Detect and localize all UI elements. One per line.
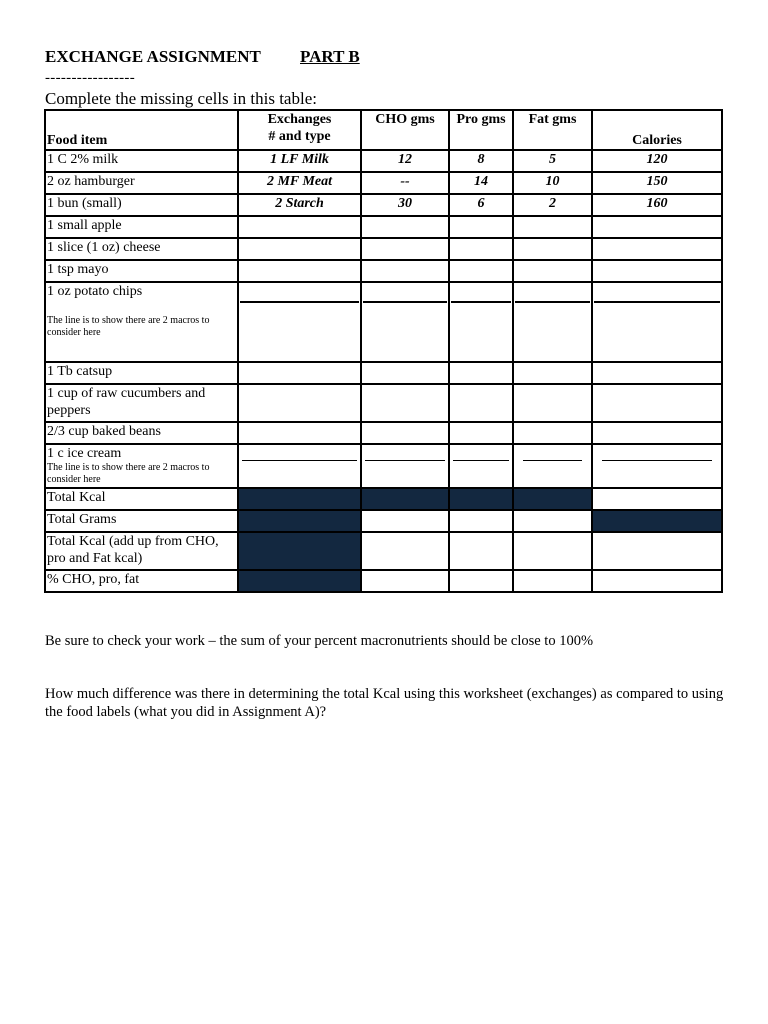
pro-cell-empty[interactable]	[449, 260, 513, 282]
total-kcal-label: Total Kcal	[45, 488, 238, 510]
header-row	[45, 110, 722, 150]
calories-cell: 120	[592, 150, 722, 172]
percent-calories-cell[interactable]	[592, 570, 722, 592]
fat-cell: 10	[513, 172, 592, 194]
macro-split-line	[365, 445, 445, 461]
percent-fat-cell[interactable]	[513, 570, 592, 592]
macro-note: The line is to show there are 2 macros to consider here	[47, 315, 210, 338]
food-cell: 1 C 2% milk	[45, 150, 238, 172]
kcal-sum-pro-cell[interactable]	[449, 532, 513, 570]
exchange-cell-empty[interactable]	[238, 384, 361, 422]
table-row	[45, 172, 722, 194]
kcal-sum-cho-cell[interactable]	[361, 532, 449, 570]
total-grams-label: Total Grams	[45, 510, 238, 532]
cho-cell: --	[361, 172, 449, 194]
table-row	[45, 362, 722, 384]
total-kcal-row	[45, 488, 722, 510]
check-work-note: Be sure to check your work – the sum of your percent macronutrients should be close to 100%	[45, 633, 594, 649]
exchange-cell-empty[interactable]	[238, 444, 361, 488]
food-cell: 2 oz hamburger	[45, 172, 238, 194]
macro-split-line	[363, 283, 447, 303]
intro-text: Complete the missing cells in this table:	[45, 89, 317, 108]
difference-question: How much difference was there in determining the total Kcal using this worksheet (exchanges) as compared to using the food labels (what you did in Assignment A)?	[45, 686, 724, 720]
shaded-cell	[592, 510, 722, 532]
food-cell: 1 small apple	[45, 216, 238, 238]
pro-cell-empty[interactable]	[449, 384, 513, 422]
cho-cell: 12	[361, 150, 449, 172]
cho-cell-empty[interactable]	[361, 362, 449, 384]
fat-cell-empty[interactable]	[513, 384, 592, 422]
cho-cell-empty[interactable]	[361, 444, 449, 488]
total-kcal-calories-cell[interactable]	[592, 488, 722, 510]
cho-cell-empty[interactable]	[361, 422, 449, 444]
kcal-sum-calories-cell[interactable]	[592, 532, 722, 570]
macro-split-line	[594, 283, 720, 303]
pro-cell-empty[interactable]	[449, 282, 513, 362]
table-row	[45, 282, 722, 362]
cho-cell: 30	[361, 194, 449, 216]
exchange-cell-empty[interactable]	[238, 216, 361, 238]
exchange-cell-empty[interactable]	[238, 282, 361, 362]
macro-split-line	[453, 445, 509, 461]
fat-cell-empty[interactable]	[513, 260, 592, 282]
shaded-cell	[449, 488, 513, 510]
cho-cell-empty[interactable]	[361, 216, 449, 238]
pro-cell-empty[interactable]	[449, 216, 513, 238]
food-cell	[45, 282, 238, 362]
calories-cell: 160	[592, 194, 722, 216]
food-cell: 1 cup of raw cucumbers and peppers	[45, 384, 238, 422]
food-label: 1 c ice cream	[47, 446, 122, 461]
exchange-cell: 2 Starch	[238, 194, 361, 216]
pro-cell-empty[interactable]	[449, 362, 513, 384]
percent-cho-cell[interactable]	[361, 570, 449, 592]
macro-split-line	[515, 283, 590, 303]
shaded-cell	[238, 510, 361, 532]
calories-cell: 150	[592, 172, 722, 194]
fat-cell: 5	[513, 150, 592, 172]
shaded-cell	[238, 532, 361, 570]
food-label: 1 oz potato chips	[47, 284, 143, 299]
food-cell: 1 tsp mayo	[45, 260, 238, 282]
fat-cell-empty[interactable]	[513, 444, 592, 488]
header-calories: Calories	[592, 110, 722, 150]
shaded-cell	[513, 488, 592, 510]
table-row	[45, 194, 722, 216]
pro-cell: 6	[449, 194, 513, 216]
macro-split-line	[451, 283, 511, 303]
total-grams-row	[45, 510, 722, 532]
calories-cell-empty[interactable]	[592, 238, 722, 260]
header-exchanges-line2: # and type	[268, 129, 331, 144]
header-pro: Pro gms	[449, 110, 513, 150]
cho-cell-empty[interactable]	[361, 384, 449, 422]
exchange-cell-empty[interactable]	[238, 422, 361, 444]
food-cell: 2/3 cup baked beans	[45, 422, 238, 444]
part-label: PART B	[300, 47, 360, 66]
shaded-cell	[238, 488, 361, 510]
header-fat: Fat gms	[513, 110, 592, 150]
percent-label: % CHO, pro, fat	[45, 570, 238, 592]
calories-cell-empty[interactable]	[592, 282, 722, 362]
cho-cell-empty[interactable]	[361, 238, 449, 260]
table-row	[45, 216, 722, 238]
pro-cell: 14	[449, 172, 513, 194]
dash-rule: -----------------	[45, 70, 136, 86]
fat-cell: 2	[513, 194, 592, 216]
exchange-cell-empty[interactable]	[238, 362, 361, 384]
macro-split-line	[602, 445, 712, 461]
table-row	[45, 422, 722, 444]
exchange-cell: 1 LF Milk	[238, 150, 361, 172]
cho-cell-empty[interactable]	[361, 260, 449, 282]
fat-cell-empty[interactable]	[513, 216, 592, 238]
fat-cell-empty[interactable]	[513, 238, 592, 260]
food-cell: 1 bun (small)	[45, 194, 238, 216]
total-kcal-sum-row	[45, 532, 722, 570]
total-grams-pro-cell[interactable]	[449, 510, 513, 532]
calories-cell-empty[interactable]	[592, 422, 722, 444]
food-cell	[45, 444, 238, 488]
header-food: Food item	[45, 110, 238, 150]
calories-cell-empty[interactable]	[592, 260, 722, 282]
table-row	[45, 150, 722, 172]
exchange-cell-empty[interactable]	[238, 260, 361, 282]
calories-cell-empty[interactable]	[592, 384, 722, 422]
pro-cell-empty[interactable]	[449, 444, 513, 488]
total-grams-fat-cell[interactable]	[513, 510, 592, 532]
kcal-sum-fat-cell[interactable]	[513, 532, 592, 570]
food-cell: 1 Tb catsup	[45, 362, 238, 384]
fat-cell-empty[interactable]	[513, 422, 592, 444]
exchange-table	[44, 109, 723, 593]
macro-split-line	[242, 445, 357, 461]
header-cho: CHO gms	[361, 110, 449, 150]
calories-cell-empty[interactable]	[592, 444, 722, 488]
header-exchanges	[238, 110, 361, 150]
percent-pro-cell[interactable]	[449, 570, 513, 592]
macro-note: The line is to show there are 2 macros to consider here	[47, 462, 210, 485]
pro-cell: 8	[449, 150, 513, 172]
total-grams-cho-cell[interactable]	[361, 510, 449, 532]
macro-split-line	[523, 445, 582, 461]
cho-cell-empty[interactable]	[361, 282, 449, 362]
pro-cell-empty[interactable]	[449, 238, 513, 260]
calories-cell-empty[interactable]	[592, 362, 722, 384]
assignment-title: EXCHANGE ASSIGNMENT	[45, 47, 261, 66]
table-row	[45, 384, 722, 422]
header-exchanges-line1: Exchanges	[267, 112, 332, 127]
table-row	[45, 260, 722, 282]
calories-cell-empty[interactable]	[592, 216, 722, 238]
percent-row	[45, 570, 722, 592]
fat-cell-empty[interactable]	[513, 282, 592, 362]
exchange-cell: 2 MF Meat	[238, 172, 361, 194]
table-row	[45, 238, 722, 260]
exchange-cell-empty[interactable]	[238, 238, 361, 260]
shaded-cell	[361, 488, 449, 510]
pro-cell-empty[interactable]	[449, 422, 513, 444]
food-cell: 1 slice (1 oz) cheese	[45, 238, 238, 260]
page-title	[45, 47, 360, 67]
fat-cell-empty[interactable]	[513, 362, 592, 384]
shaded-cell	[238, 570, 361, 592]
table-row	[45, 444, 722, 488]
macro-split-line	[240, 283, 359, 303]
total-kcal-sum-label: Total Kcal (add up from CHO, pro and Fat kcal)	[45, 532, 238, 570]
